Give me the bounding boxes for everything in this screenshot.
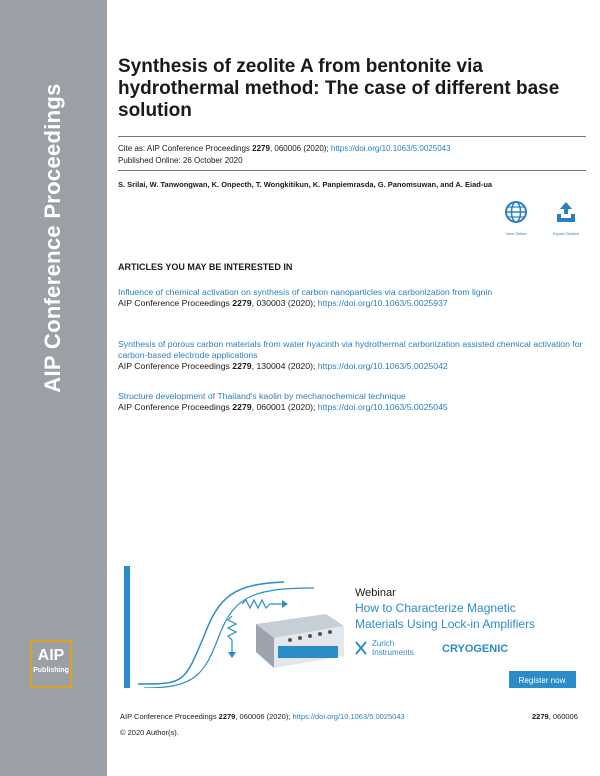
- webinar-ad-graphic: [124, 566, 576, 688]
- related-article-title[interactable]: Synthesis of porous carbon materials from water hyacinth via hydrothermal carbonization assisted chemical activation for carbon-based electrode applications: [118, 339, 583, 360]
- export-citation-button[interactable]: [546, 200, 586, 236]
- related-article-2: [118, 339, 586, 372]
- citation-doi-link[interactable]: https://doi.org/10.1063/5.0025042: [317, 361, 448, 371]
- related-article-citation: [118, 361, 586, 372]
- cite-volume: 2279: [252, 144, 270, 153]
- footer-doi-link[interactable]: https://doi.org/10.1063/5.0025043: [292, 712, 405, 721]
- citation-prefix: AIP Conference Proceedings: [118, 361, 233, 371]
- sidebar: [0, 0, 107, 776]
- citation-doi-link[interactable]: https://doi.org/10.1063/5.0025937: [317, 298, 448, 308]
- citation-prefix: AIP Conference Proceedings: [118, 298, 233, 308]
- footer-cite-prefix: AIP Conference Proceedings: [120, 712, 219, 721]
- related-article-3: [118, 391, 586, 413]
- ad-webinar-label: Webinar: [355, 587, 396, 599]
- published-date: Published Online: 26 October 2020: [118, 156, 243, 165]
- view-online-button[interactable]: [496, 200, 536, 236]
- citation-volume: 2279: [232, 361, 252, 371]
- title-divider: [118, 136, 586, 137]
- view-online-label: View Online: [505, 231, 527, 236]
- ad-headline-line-2: Materials Using Lock-in Amplifiers: [355, 617, 536, 631]
- citation-volume: 2279: [232, 402, 252, 412]
- ad-headline-line-1: How to Characterize Magnetic: [355, 601, 516, 615]
- related-article-title[interactable]: Influence of chemical activation on synthesis of carbon nanoparticles via carbonization from lignin: [118, 287, 493, 297]
- related-articles-heading: ARTICLES YOU MAY BE INTERESTED IN: [118, 262, 293, 272]
- ad-partner-zurich-line-1: Zurich: [372, 639, 395, 648]
- cite-prefix: Cite as: AIP Conference Proceedings: [118, 144, 253, 153]
- cite-as-line: [118, 143, 451, 154]
- meta-divider: [118, 170, 586, 171]
- footer-cite-volume: 2279: [218, 712, 236, 721]
- ad-partner-cryogenic: CRYOGENIC: [442, 643, 509, 655]
- citation-doi-link[interactable]: https://doi.org/10.1063/5.0025045: [317, 402, 448, 412]
- paper-title: Synthesis of zeolite A from bentonite via hydrothermal method: The case of different base solution: [118, 56, 560, 121]
- citation-prefix: AIP Conference Proceedings: [118, 402, 233, 412]
- footer-cite-suffix: , 060006 (2020);: [235, 712, 293, 721]
- citation-suffix: , 030003 (2020);: [251, 298, 318, 308]
- journal-series-title: AIP Conference Proceedings: [40, 83, 65, 393]
- cite-suffix: , 060006 (2020);: [269, 144, 331, 153]
- ad-register-label: Register now: [518, 676, 566, 685]
- ad-partner-zurich-line-2: Instruments: [372, 648, 414, 657]
- footer-citation: [120, 712, 405, 722]
- footer-page-volume: 2279: [532, 712, 549, 721]
- citation-volume: 2279: [232, 298, 252, 308]
- export-upload-icon: [554, 200, 578, 224]
- footer-page-reference: [532, 712, 578, 722]
- logo-text-aip: AIP: [37, 647, 65, 664]
- export-citation-label: Export Citation: [552, 231, 580, 236]
- related-article-1: [118, 287, 586, 309]
- footer-page-number: , 060006: [548, 712, 578, 721]
- globe-icon: [504, 200, 528, 224]
- webinar-advertisement-banner[interactable]: [124, 566, 576, 688]
- related-article-title[interactable]: Structure development of Thailand's kaolin by mechanochemical technique: [118, 391, 406, 401]
- cite-doi-link[interactable]: https://doi.org/10.1063/5.0025043: [330, 144, 451, 153]
- logo-text-publishing: Publishing: [33, 667, 69, 674]
- aip-publishing-logo[interactable]: [30, 640, 72, 688]
- author-list: S. Srilai, W. Tanwongwan, K. Onpecth, T. Wongkitikun, K. Panpiemrasda, G. Panomsuwan, and A. Eiad-ua: [118, 180, 493, 189]
- related-article-citation: [118, 402, 586, 413]
- related-article-citation: [118, 298, 586, 309]
- citation-suffix: , 130004 (2020);: [251, 361, 318, 371]
- copyright-notice: © 2020 Author(s).: [120, 728, 179, 737]
- citation-suffix: , 060001 (2020);: [251, 402, 318, 412]
